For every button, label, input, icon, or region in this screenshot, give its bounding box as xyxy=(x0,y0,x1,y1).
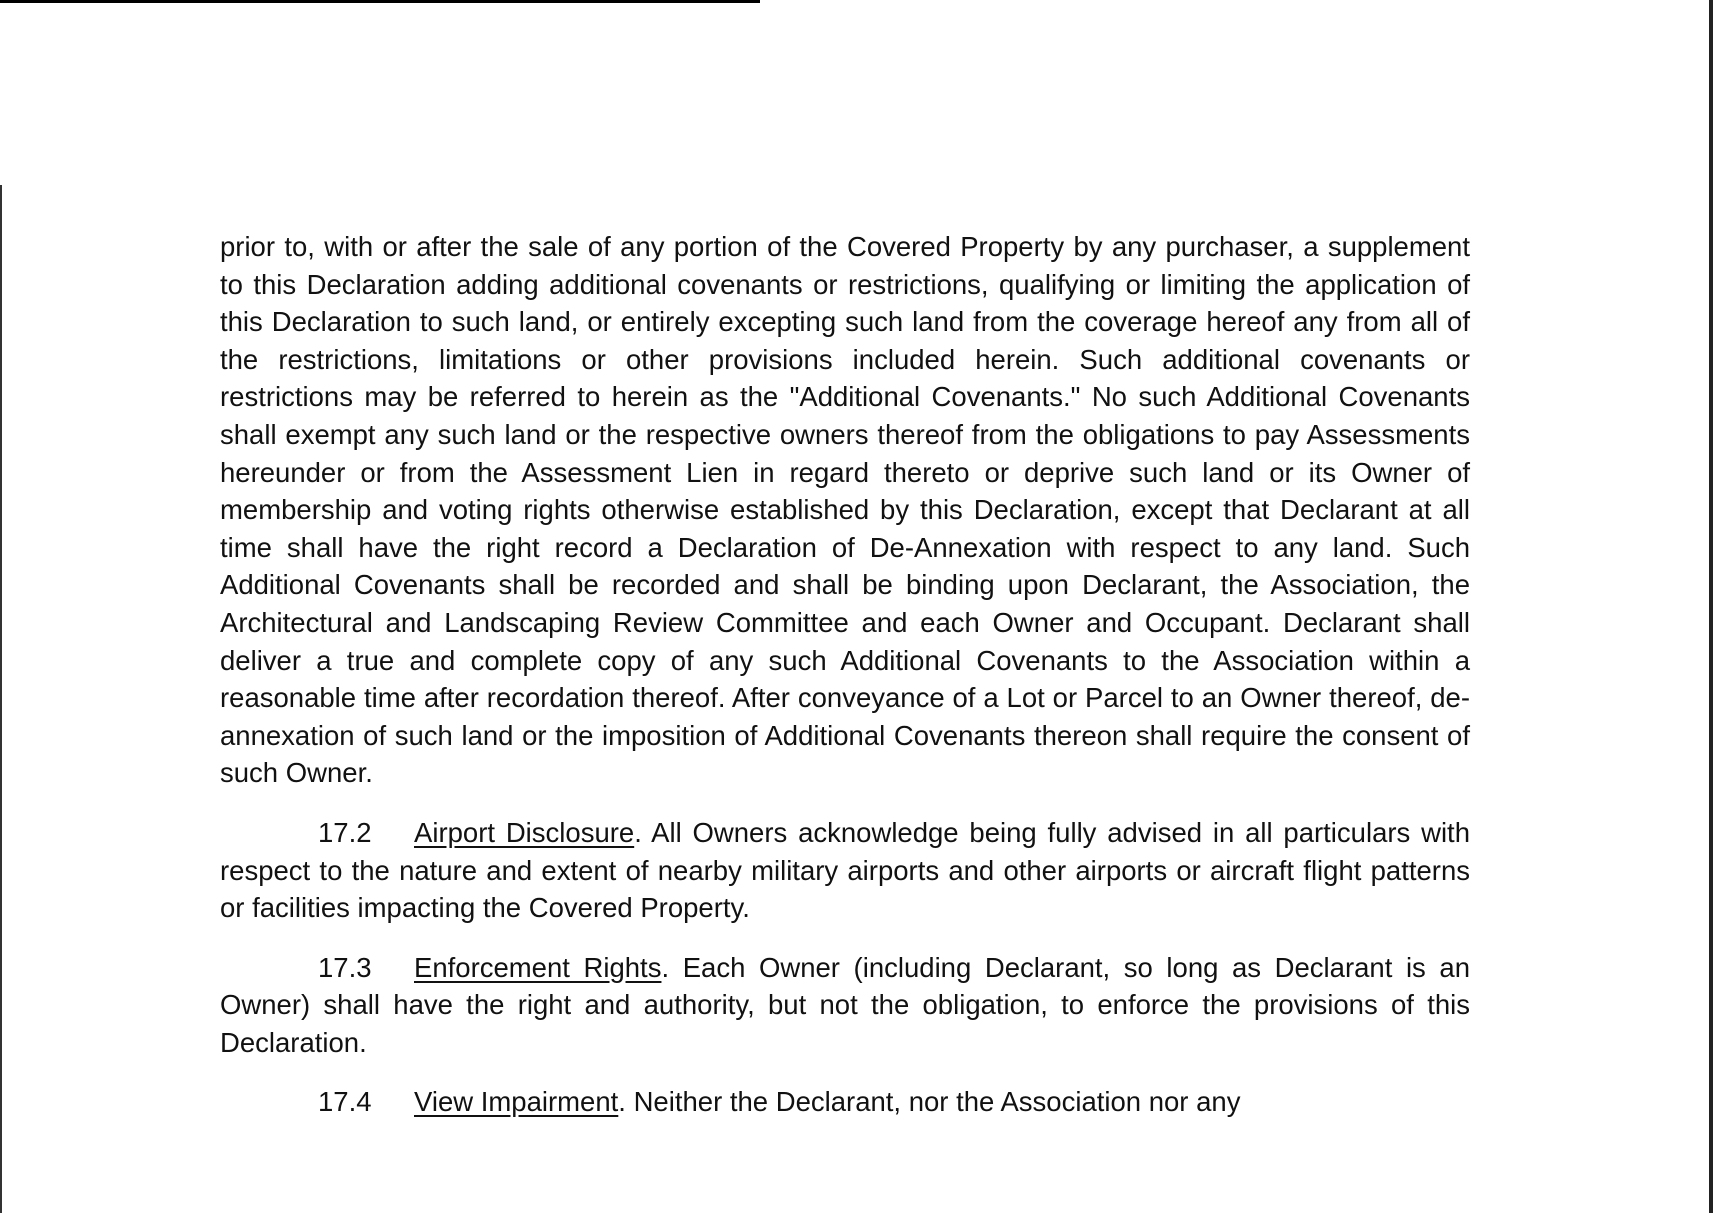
section-body: . All Owners acknowledge being fully advised in all particulars with respect to the nature and extent of nearby military airports and other airports or aircraft flight patterns or facilities impacting the Covered Property. xyxy=(220,816,1470,924)
section-17-3 xyxy=(220,949,1470,1062)
scan-left-border xyxy=(0,185,2,1213)
continuation-text: prior to, with or after the sale of any portion of the Covered Property by any purchaser, a supplement to this Declaration adding additional covenants or restrictions, qualifying or limiting the application of this Declaration to such land, or entirely excepting such land from the coverage hereof any from all of the restrictions, limitations or other provisions included herein. Such additional covenants or restrictions may be referred to herein as the "Additional Covenants." No such Additional Covenants shall exempt any such land or the respective owners thereof from the obligations to pay Assessments hereunder or from the Assessment Lien in regard thereto or deprive such land or its Owner of membership and voting rights otherwise established by this Declaration, except that Declarant at all time shall have the right record a Declaration of De-Annexation with respect to any land. Such Additional Covenants shall be recorded and shall be binding upon Declarant, the Association, the Architectural and Landscaping Review Committee and each Owner and Occupant. Declarant shall deliver a true and complete copy of any such Additional Covenants to the Association within a reasonable time after recordation thereof. After conveyance of a Lot or Parcel to an Owner thereof, de-annexation of such land or the imposition of Additional Covenants thereon shall require the consent of such Owner. xyxy=(220,231,1470,789)
continuation-paragraph xyxy=(220,228,1470,792)
section-heading: View Impairment xyxy=(414,1086,619,1118)
section-heading: Airport Disclosure xyxy=(414,816,635,848)
section-heading: Enforcement Rights xyxy=(414,951,662,983)
section-body: . Neither the Declarant, nor the Association nor any xyxy=(618,1086,1241,1118)
section-number: 17.3 xyxy=(318,951,372,983)
document-page xyxy=(220,228,1470,1121)
section-number: 17.4 xyxy=(318,1086,372,1118)
section-17-4 xyxy=(220,1083,1470,1121)
scan-top-border xyxy=(0,0,760,3)
section-body: . Each Owner (including Declarant, so long as Declarant is an Owner) shall have the right and authority, but not the obligation, to enforce the provisions of this Declaration. xyxy=(220,951,1470,1058)
scan-right-border xyxy=(1709,0,1713,1213)
section-number: 17.2 xyxy=(318,816,372,848)
section-17-2 xyxy=(220,814,1470,927)
